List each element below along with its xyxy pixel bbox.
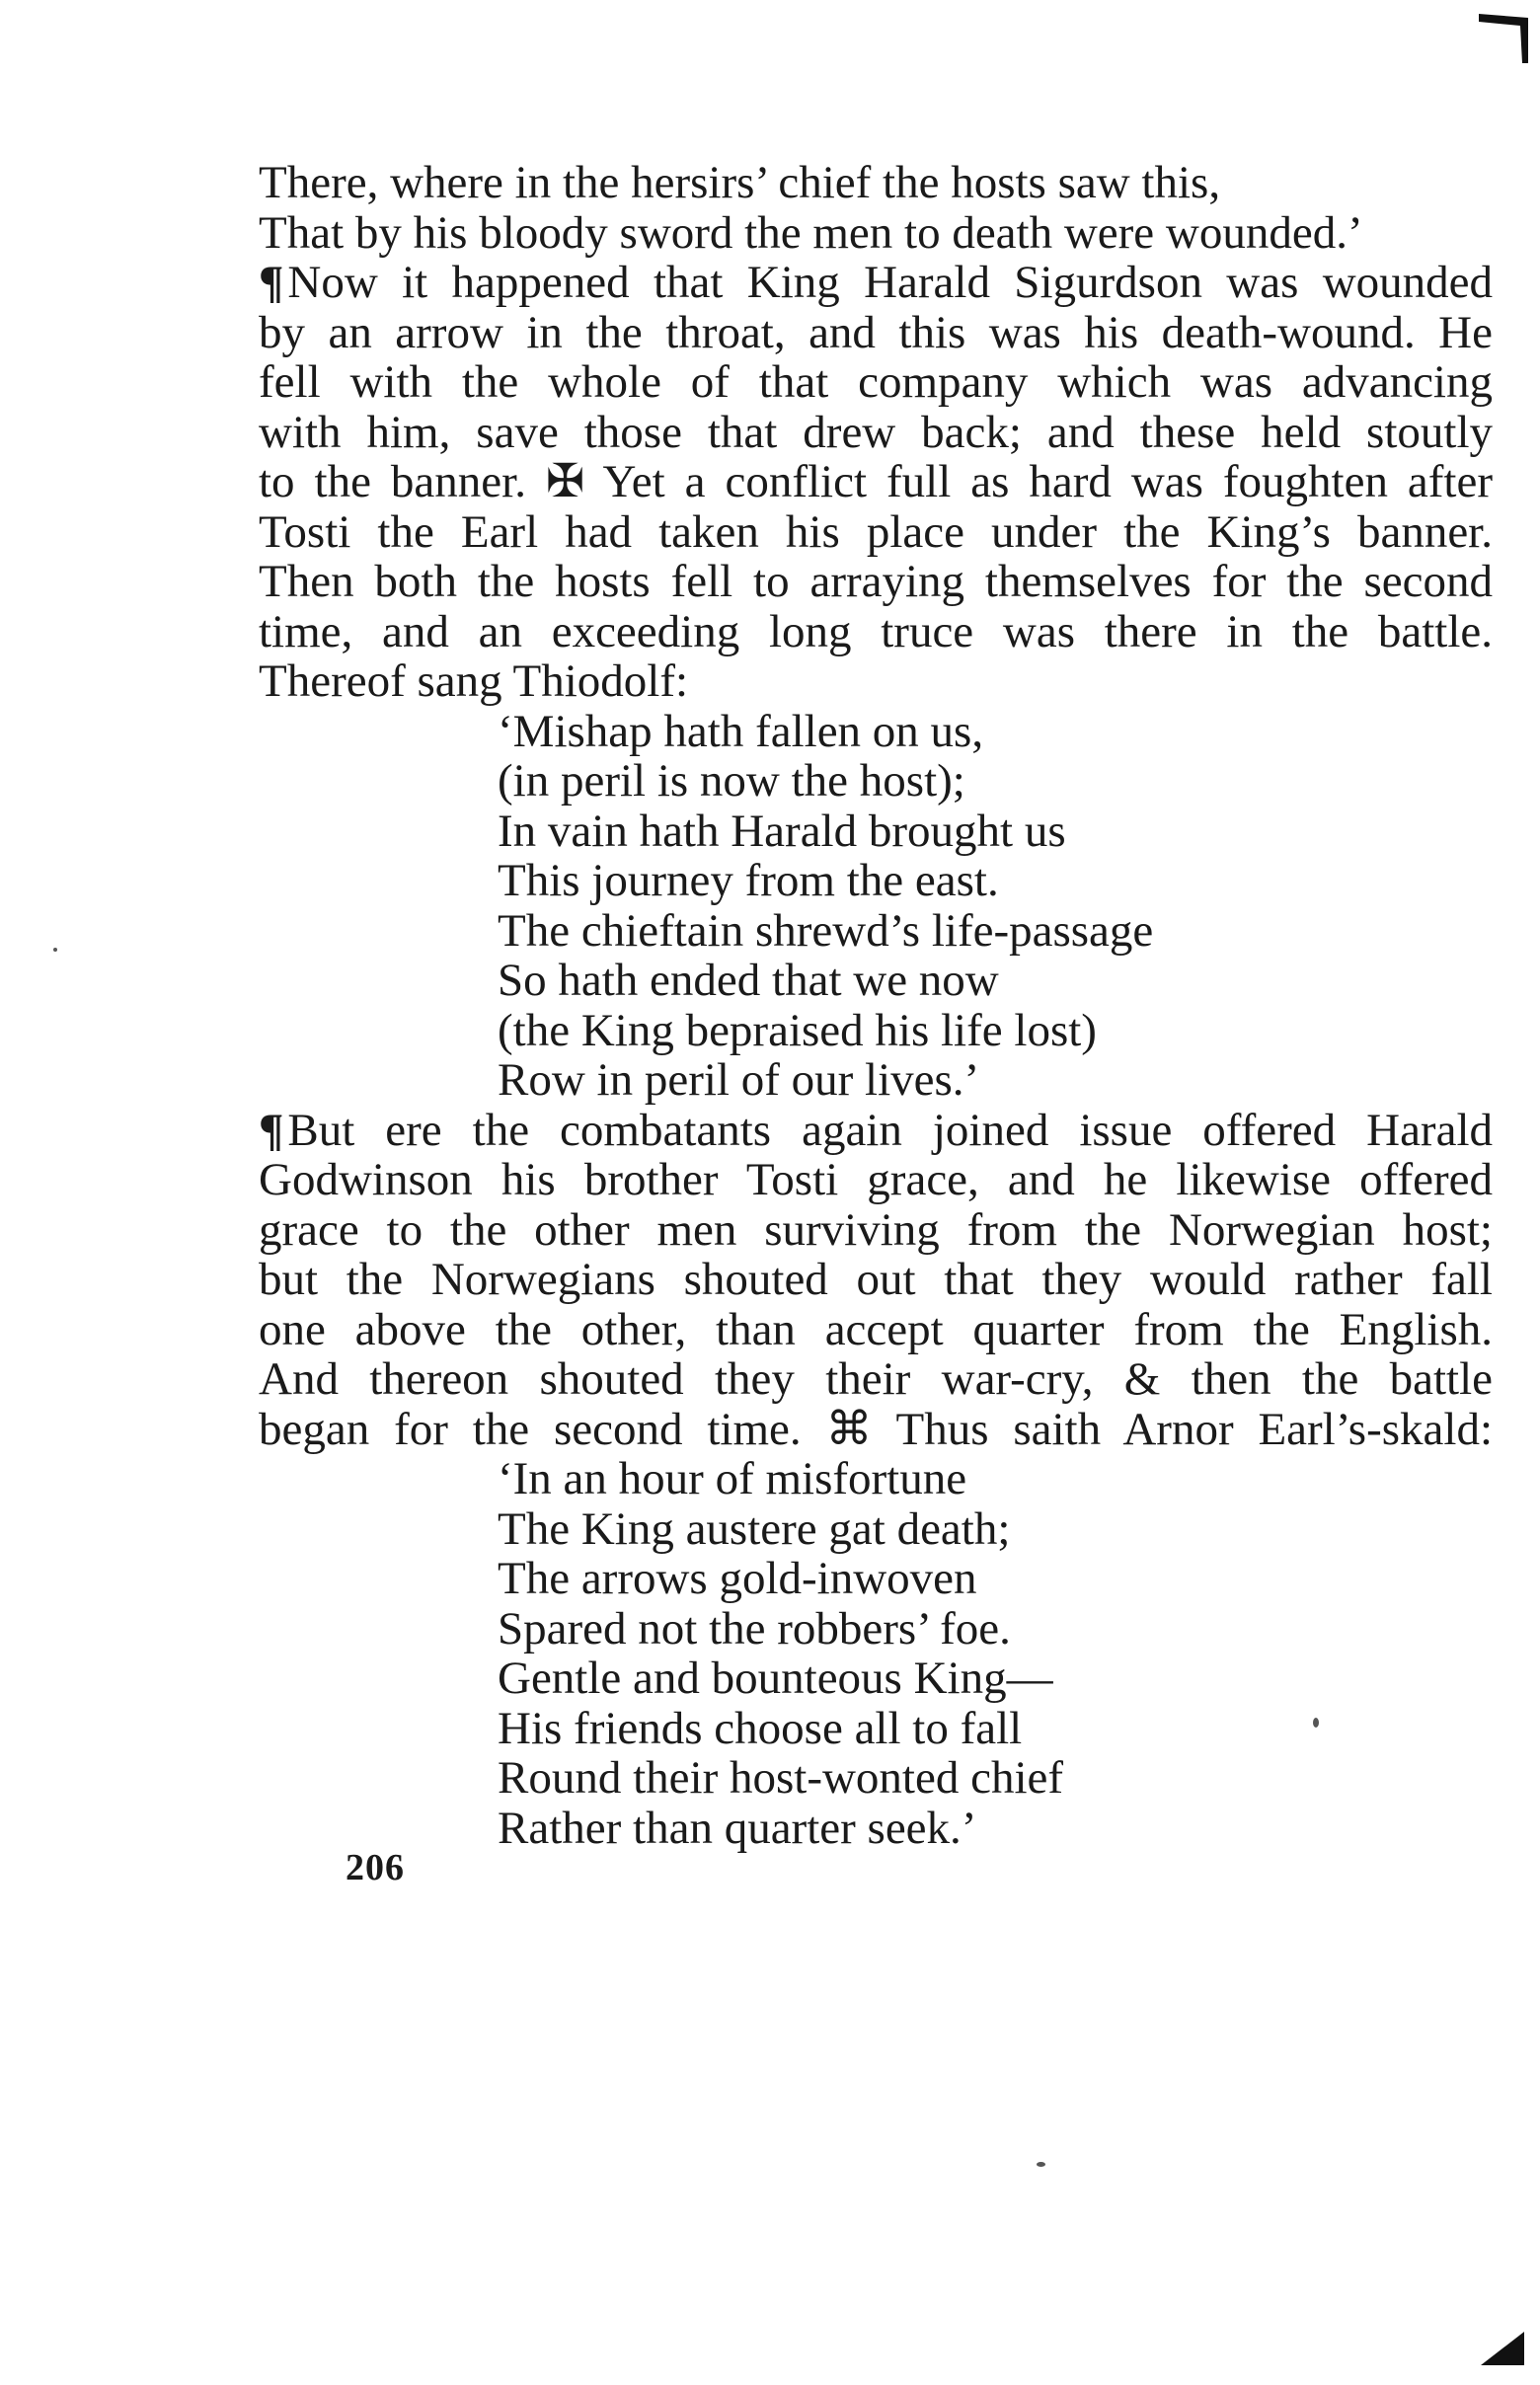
pilcrow-mark: ¶: [259, 257, 284, 308]
verse-line: [259, 1554, 1493, 1604]
verse-line: [259, 1704, 1493, 1754]
page-number: 206: [346, 1847, 405, 1888]
line-text: So hath ended that we now: [498, 955, 999, 1006]
line-text: And thereon shouted they their war-cry, & then the battle: [259, 1353, 1493, 1405]
verse-line: [259, 1804, 1493, 1854]
line-text: The King austere gat death;: [498, 1502, 1011, 1555]
line-text: This journey from the east.: [498, 855, 999, 906]
verse-line: [259, 807, 1493, 857]
line-text: by an arrow in the throat, and this was his death-wound. He: [259, 306, 1493, 358]
prose-line: [259, 507, 1493, 558]
prose-line: [259, 1155, 1493, 1205]
ink-speck: [1037, 2162, 1045, 2167]
line-text: to the banner. ✠ Yet a conflict full as hard was foughten after: [259, 456, 1493, 507]
pilcrow-mark: ¶: [259, 1104, 284, 1156]
prose-line: [259, 656, 1493, 707]
line-text: Gentle and bounteous King—: [498, 1653, 1053, 1704]
line-text: time, and an exceeding long truce was there in the battle.: [259, 605, 1493, 657]
prose-line: [259, 1405, 1493, 1455]
prose-line: [259, 1205, 1493, 1256]
verse-line: [259, 1006, 1493, 1056]
prose-line: [259, 457, 1493, 507]
line-text: Now it happened that King Harald Sigurdson was wounded: [287, 257, 1493, 308]
line-text: (the King bepraised his life lost): [498, 1004, 1097, 1056]
line-text: one above the other, than accept quarter from the English.: [259, 1303, 1493, 1355]
line-text: grace to the other men surviving from the Norwegian host;: [259, 1203, 1493, 1256]
line-text: His friends choose all to fall: [498, 1702, 1023, 1754]
prose-line: [259, 1255, 1493, 1305]
prose-line: [259, 357, 1493, 408]
prose-line: [259, 607, 1493, 657]
line-text: But ere the combatants again joined issue offered Harald: [287, 1104, 1493, 1156]
line-text: The chieftain shrewd’s life-passage: [498, 904, 1154, 957]
prose-line: [259, 258, 1493, 308]
line-text: That by his bloody sword the men to death were wounded.’: [259, 206, 1363, 259]
verse-line: [259, 906, 1493, 957]
prose-line: [259, 408, 1493, 458]
line-text: Thereof sang Thiodolf:: [259, 655, 689, 707]
line-text: Row in peril of our lives.’: [498, 1054, 980, 1106]
line-text: Round their host-wonted chief: [498, 1752, 1064, 1804]
line-text: ‘Mishap hath fallen on us,: [498, 705, 984, 757]
prose-line: [259, 1305, 1493, 1355]
line-text: Spared not the robbers’ foe.: [498, 1602, 1011, 1654]
verse-line: [259, 1504, 1493, 1555]
prose-line: [259, 158, 1493, 208]
text-block: [259, 158, 1493, 1853]
line-text: There, where in the hersirs’ chief the hosts saw this,: [259, 157, 1221, 208]
line-text: Then both the hosts fell to arraying themselves for the second: [259, 556, 1493, 607]
verse-line: [259, 1654, 1493, 1704]
line-text: but the Norwegians shouted out that they would rather fall: [259, 1254, 1493, 1305]
verse-line: [259, 707, 1493, 757]
verse-line: [259, 1055, 1493, 1106]
line-text: (in peril is now the host);: [498, 755, 965, 807]
corner-triangle-icon: [1479, 2328, 1526, 2367]
line-text: Godwinson his brother Tosti grace, and he likewise offered: [259, 1154, 1493, 1205]
verse-line: [259, 756, 1493, 807]
line-text: with him, save those that drew back; and these held stoutly: [259, 406, 1493, 458]
ink-speck: [53, 948, 57, 952]
prose-line: [259, 308, 1493, 358]
prose-line: [259, 1106, 1493, 1156]
corner-bracket-icon: [1479, 6, 1530, 65]
line-text: Tosti the Earl had taken his place under the King’s banner.: [259, 505, 1493, 558]
line-text: began for the second time. ⌘ Thus saith Arnor Earl’s-skald:: [259, 1403, 1493, 1455]
line-text: fell with the whole of that company which was advancing: [259, 356, 1493, 408]
prose-line: [259, 557, 1493, 607]
verse-line: [259, 1454, 1493, 1504]
prose-line: [259, 208, 1493, 259]
verse-line: [259, 956, 1493, 1006]
verse-line: [259, 856, 1493, 906]
line-text: In vain hath Harald brought us: [498, 805, 1066, 857]
line-text: Rather than quarter seek.’: [498, 1802, 977, 1854]
prose-line: [259, 1354, 1493, 1405]
line-text: The arrows gold-inwoven: [498, 1553, 977, 1604]
line-text: ‘In an hour of misfortune: [498, 1453, 967, 1504]
verse-line: [259, 1604, 1493, 1654]
verse-line: [259, 1753, 1493, 1804]
ink-speck: [1313, 1718, 1319, 1728]
